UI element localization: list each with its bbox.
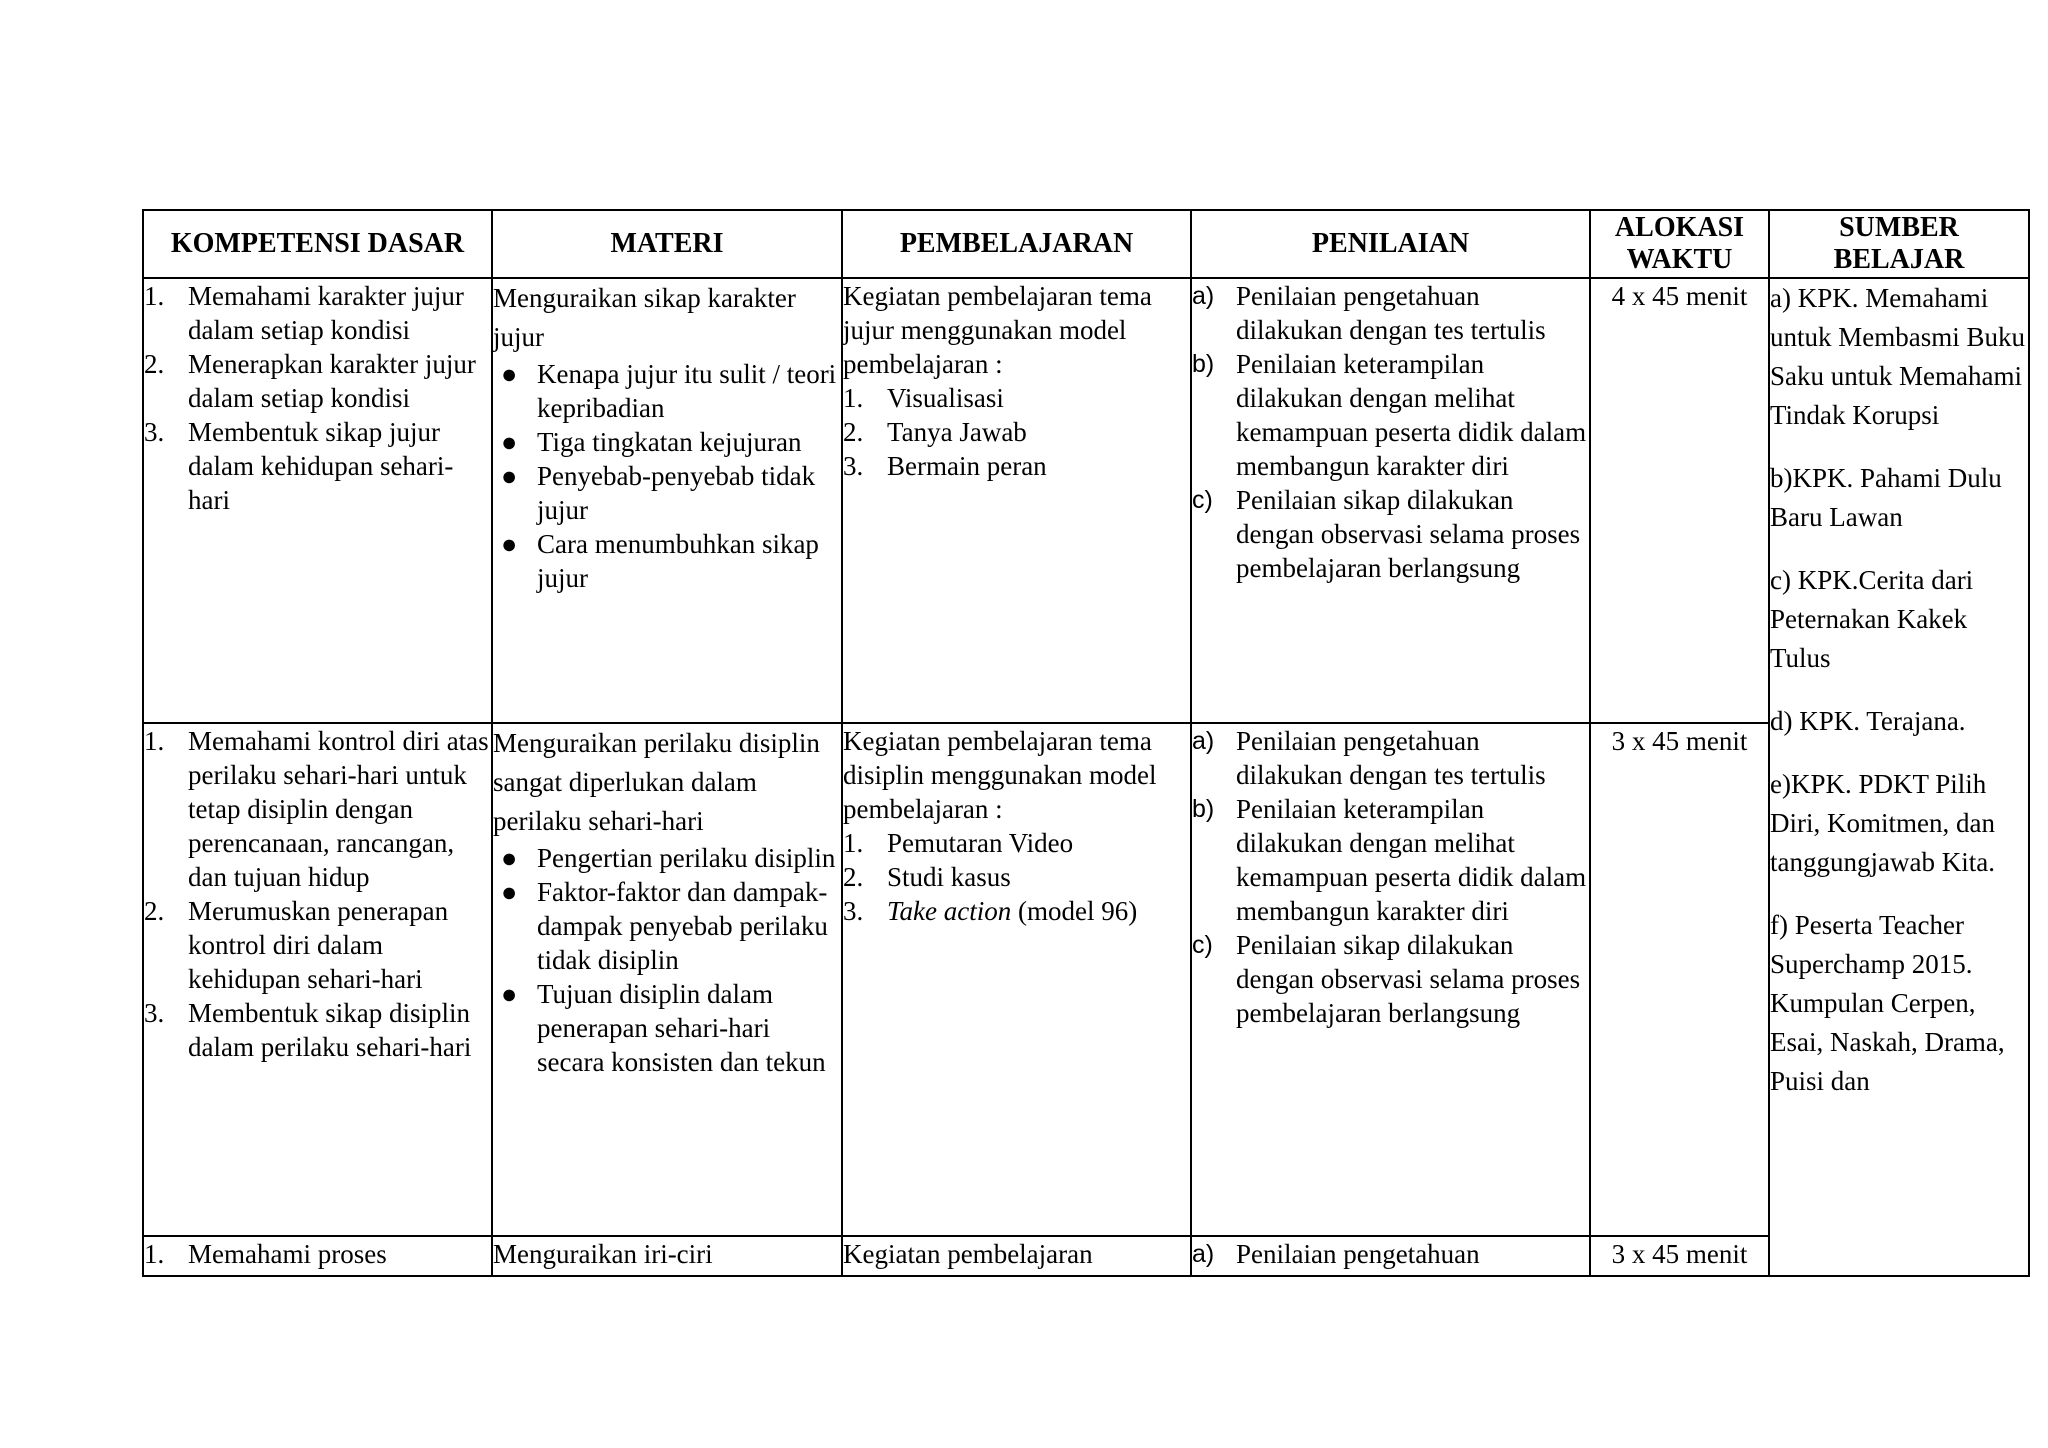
item-number: 1. [843,383,864,413]
header-alokasi-line-2: WAKTU [1626,244,1733,275]
item-emphasis: Take action [887,896,1012,926]
list-item [843,894,1190,928]
item-number: 2. [843,862,864,892]
list-item [144,724,491,894]
item-text: Studi kasus [887,862,1011,892]
list-item [493,527,841,595]
lesson-plan-table [142,209,2030,1277]
item-number: 2. [144,349,165,379]
item-marker: c) [1192,931,1213,959]
item-text: Membentuk sikap jujur dalam kehidupan sehari-hari [188,417,454,515]
item-text: Penilaian pengetahuan [1236,1239,1480,1269]
header-sumber-line-2: BELAJAR [1833,244,1965,275]
item-text: Kenapa jujur itu sulit / teori kepribadian [537,359,837,423]
item-number: 3. [843,451,864,481]
list-item [843,381,1190,415]
item-text: Penilaian pengetahuan dilakukan dengan tes tertulis [1236,281,1546,345]
pembelajaran-intro: Kegiatan pembelajaran tema jujur menggunakan model pembelajaran : [843,281,1152,379]
kompetensi-cell [143,723,492,1236]
list-item [843,860,1190,894]
list-item [144,894,491,996]
list-item [493,977,841,1079]
item-text: Tanya Jawab [887,417,1027,447]
item-text: Bermain peran [887,451,1047,481]
materi-intro: Menguraikan sikap karakter jujur [493,283,796,352]
list-item [493,875,841,977]
item-marker: b) [1192,350,1215,378]
list-item [144,279,491,347]
list-item [1192,792,1589,928]
source-item: e)KPK. PDKT Pilih Diri, Komitmen, dan tanggungjawab Kita. [1770,769,1995,877]
bullet-icon: ● [501,979,518,1009]
list-item [493,841,841,875]
item-text: Tujuan disiplin dalam penerapan sehari-hari secara konsisten dan tekun [537,979,826,1077]
item-text: Memahami karakter jujur dalam setiap kondisi [188,281,464,345]
item-number: 1. [843,828,864,858]
list-item [1192,483,1589,585]
pembelajaran-cell [842,1236,1191,1276]
item-text: Cara menumbuhkan sikap jujur [537,529,819,593]
item-suffix: (model 96) [1011,896,1138,926]
item-text: Penilaian pengetahuan dilakukan dengan tes tertulis [1236,726,1546,790]
list-item [493,425,841,459]
item-text: Faktor-faktor dan dampak-dampak penyebab perilaku tidak disiplin [537,877,828,975]
bullet-icon: ● [501,877,518,907]
materi-intro: Menguraikan iri-ciri [493,1239,713,1269]
pembelajaran-intro: Kegiatan pembelajaran [843,1239,1093,1269]
bullet-icon: ● [501,427,518,457]
table-row [143,1236,2029,1276]
sumber-belajar-cell [1769,278,2029,1276]
materi-intro: Menguraikan perilaku disiplin sangat diperlukan dalam perilaku sehari-hari [493,728,820,836]
list-item [1192,1237,1589,1275]
item-number: 2. [144,896,165,926]
materi-cell [492,723,842,1236]
source-item: f) Peserta Teacher Superchamp 2015. Kumpulan Cerpen, Esai, Naskah, Drama, Puisi dan [1770,910,2005,1096]
source-item: a) KPK. Memahami untuk Membasmi Buku Saku untuk Memahami Tindak Korupsi [1770,283,2025,430]
list-item [843,415,1190,449]
list-item [1192,279,1589,347]
header-sumber-belajar [1769,210,2029,278]
item-marker: a) [1192,1240,1215,1268]
source-item: b)KPK. Pahami Dulu Baru Lawan [1770,463,2002,532]
penilaian-cell [1191,723,1590,1236]
item-text [887,894,1190,928]
item-number: 3. [144,417,165,447]
penilaian-cell [1191,278,1590,723]
list-item [144,415,491,517]
item-number: 2. [843,417,864,447]
bullet-icon: ● [501,529,518,559]
item-text: Penilaian sikap dilakukan dengan observasi selama proses pembelajaran berlangsung [1236,485,1581,583]
kompetensi-cell [143,278,492,723]
header-penilaian: PENILAIAN [1191,210,1590,278]
bullet-icon: ● [501,461,518,491]
item-marker: a) [1192,727,1215,755]
pembelajaran-cell [842,723,1191,1236]
item-text: Memahami kontrol diri atas perilaku sehari-hari untuk tetap disiplin dengan perencanaan, rancangan, dan tujuan hidup [188,726,489,892]
item-marker: b) [1192,795,1215,823]
item-number: 1. [144,726,165,756]
source-item: d) KPK. Terajana. [1770,706,1966,736]
pembelajaran-intro: Kegiatan pembelajaran tema disiplin menggunakan model pembelajaran : [843,726,1157,824]
materi-cell [492,1236,842,1276]
item-number: 3. [144,998,165,1028]
alokasi-value: 3 x 45 menit [1611,1239,1748,1269]
item-text: Penilaian keterampilan dilakukan dengan melihat kemampuan peserta didik dalam membangun karakter diri [1236,794,1587,926]
list-item [144,347,491,415]
bullet-icon: ● [501,359,518,389]
header-alokasi-waktu [1590,210,1769,278]
item-number: 1. [144,281,165,311]
list-item [843,826,1190,860]
pembelajaran-cell [842,278,1191,723]
list-item [493,357,841,425]
item-text: Penilaian keterampilan dilakukan dengan melihat kemampuan peserta didik dalam membangun karakter diri [1236,349,1587,481]
table-row [143,278,2029,723]
materi-cell [492,278,842,723]
header-kompetensi-dasar: KOMPETENSI DASAR [143,210,492,278]
item-marker: a) [1192,282,1215,310]
item-text: Penilaian sikap dilakukan dengan observasi selama proses pembelajaran berlangsung [1236,930,1581,1028]
item-number: 3. [843,896,864,926]
alokasi-cell: 4 x 45 menit [1590,278,1769,723]
item-text: Memahami proses [188,1239,387,1269]
item-text: Menerapkan karakter jujur dalam setiap kondisi [188,349,476,413]
alokasi-cell: 3 x 45 menit [1590,723,1769,1236]
source-item: c) KPK.Cerita dari Peternakan Kakek Tulus [1770,565,1974,673]
table-row [143,723,2029,1236]
header-sumber-line-1: SUMBER [1839,212,1959,243]
header-row [143,210,2029,278]
item-text: Pengertian perilaku disiplin [537,843,836,873]
alokasi-cell [1590,1236,1769,1276]
item-marker: c) [1192,486,1213,514]
kompetensi-cell [143,1236,492,1276]
list-item [1192,724,1589,792]
list-item [144,1237,491,1275]
item-text: Membentuk sikap disiplin dalam perilaku sehari-hari [188,998,472,1062]
list-item [1192,928,1589,1030]
item-text: Merumuskan penerapan kontrol diri dalam kehidupan sehari-hari [188,896,449,994]
header-materi: MATERI [492,210,842,278]
list-item [493,459,841,527]
penilaian-cell [1191,1236,1590,1276]
list-item [144,996,491,1064]
header-pembelajaran: PEMBELAJARAN [842,210,1191,278]
bullet-icon: ● [501,843,518,873]
list-item [1192,347,1589,483]
item-text: Pemutaran Video [887,828,1074,858]
item-number: 1. [144,1239,165,1269]
item-text: Visualisasi [887,383,1004,413]
list-item [843,449,1190,483]
item-text: Penyebab-penyebab tidak jujur [537,461,816,525]
header-alokasi-line-1: ALOKASI [1614,212,1745,243]
item-text: Tiga tingkatan kejujuran [537,427,802,457]
